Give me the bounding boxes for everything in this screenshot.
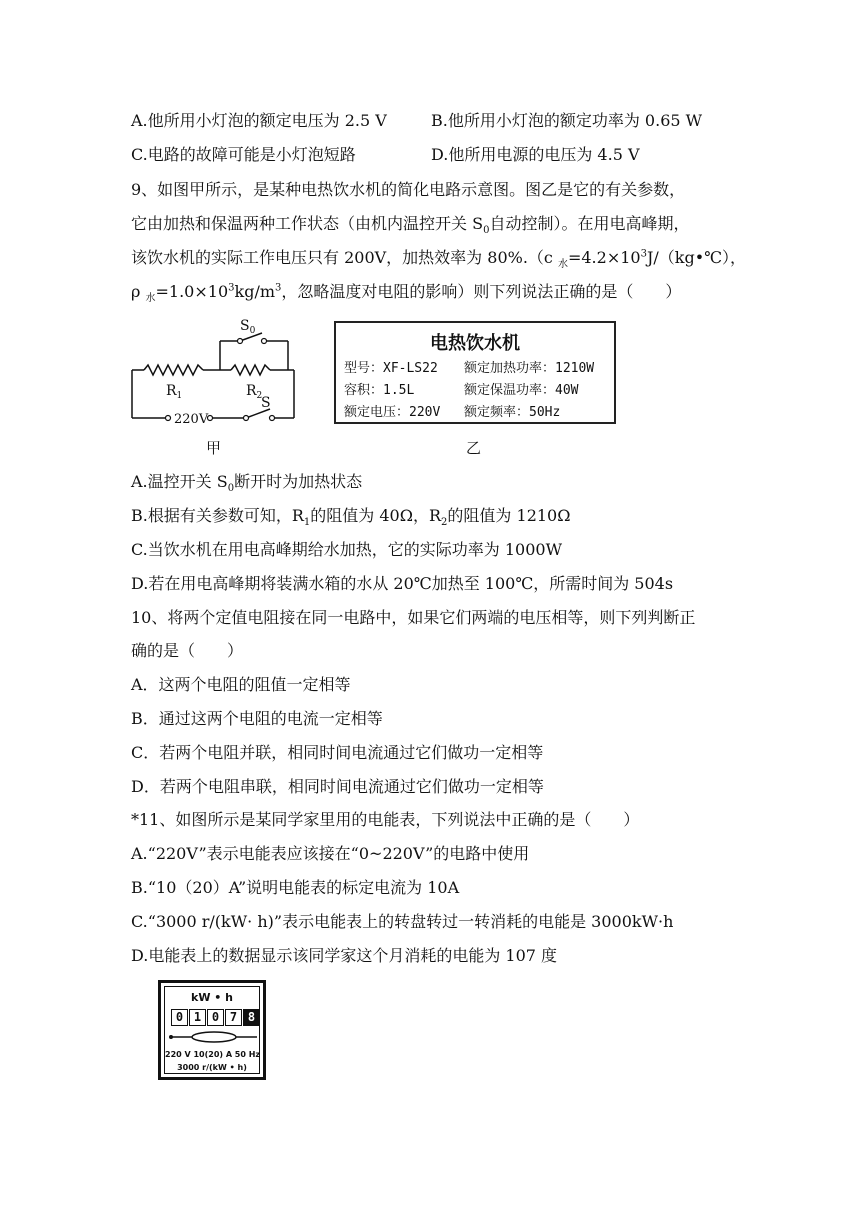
voltage-label: 220V: [174, 412, 209, 427]
q8-option-b: B.他所用小灯泡的额定功率为 0.65 W: [431, 111, 703, 130]
volume-text: 容积：1.5L: [344, 383, 415, 398]
q9-option-a: A.温控开关 $S_0$断开时为加热状态: [131, 472, 363, 495]
q10-option-b: B．通过这两个电阻的电流一定相等: [131, 709, 383, 728]
meter-digit: 1: [189, 1009, 206, 1026]
r2-label: R: [246, 383, 257, 399]
q9-option-d: D.若在用电高峰期将装满水箱的水从 20℃加热至 100℃，所需时间为 504s: [131, 574, 674, 593]
meter-unit: kW • h: [191, 991, 233, 1004]
q11-option-a: A.“220V”表示电能表应该接在“0~220V”的电路中使用: [131, 844, 530, 863]
q9-stem-line2: 它由加热和保温两种工作状态（由机内温控开关 $S_0$自动控制）。在用电高峰期，: [131, 214, 690, 237]
s0-label: S: [240, 318, 250, 334]
q8-option-c: C.电路的故障可能是小灯泡短路: [131, 145, 356, 164]
q9-option-c: C.当饮水机在用电高峰期给水加热，它的实际功率为 1000W: [131, 540, 563, 559]
q10-option-d: D．若两个电阻串联，相同时间电流通过它们做功一定相等: [131, 777, 544, 796]
q9-option-b: B.根据有关参数可知，$R_1$的阻值为 40Ω，$R_2$的阻值为 1210Ω: [131, 506, 571, 529]
q10-stem-line1: 10、将两个定值电阻接在同一电路中，如果它们两端的电压相等，则下列判断正: [131, 608, 696, 627]
heat-power-text: 额定加热功率：1210W: [464, 361, 595, 376]
q11-option-b: B.“10（20）A”说明电能表的标定电流为 10A: [131, 878, 460, 897]
meter-spec-line2: 3000 r/(kW • h): [177, 1063, 247, 1072]
meter-digit: 0: [171, 1009, 188, 1026]
panel-title: 电热饮水机: [430, 333, 520, 354]
q11-stem: *11、如图所示是某同学家里用的电能表，下列说法中正确的是（ ）: [131, 810, 640, 829]
keep-power-text: 额定保温功率：40W: [464, 383, 579, 398]
rated-voltage-text: 额定电压：220V: [344, 405, 441, 420]
q8-option-a: A.他所用小灯泡的额定电压为 2.5 V: [131, 111, 387, 130]
model-text: 型号：XF-LS22: [344, 361, 438, 376]
meter-digit-decimal: 8: [243, 1009, 260, 1026]
energy-meter: [158, 980, 266, 1080]
q9-stem-line3: 该饮水机的实际工作电压只有 200V，加热效率为 80%.（c $_水=4.2\times 10^3J/(kg•℃)$，: [131, 248, 747, 271]
s-label: S: [261, 395, 271, 411]
svg-text:S0: $S_0$: [240, 318, 256, 336]
parameter-panel: [334, 321, 616, 424]
figure-jia-caption: 甲: [206, 439, 222, 457]
q10-option-c: C．若两个电阻并联，相同时间电流通过它们做功一定相等: [131, 743, 544, 762]
q11-option-c: C.“3000 r/(kW· h)”表示电能表上的转盘转过一转消耗的电能是 3000kW·h: [131, 912, 674, 931]
meter-disc-icon: [169, 1029, 259, 1045]
q11-option-d: D.电能表上的数据显示该同学家这个月消耗的电能为 107 度: [131, 946, 558, 965]
q8-option-d: D.他所用电源的电压为 4.5 V: [431, 145, 640, 164]
circuit-diagram: [128, 315, 318, 460]
q9-stem-line4: ρ $_水=1.0\times 10^3kg/m^3$，忽略温度对电阻的影响）则下列说法正确的是（ ）: [131, 282, 682, 305]
meter-digits: [171, 1009, 260, 1026]
q9-stem-line1: 9、如图甲所示，是某种电热饮水机的简化电路示意图。图乙是它的有关参数，: [131, 180, 686, 199]
r1-label: R: [166, 383, 177, 399]
svg-text:R2: $R_2$: [246, 383, 263, 401]
svg-text:R1: $R_1$: [166, 383, 183, 401]
figure-yi-caption: 乙: [466, 439, 482, 457]
meter-digit: 0: [207, 1009, 224, 1026]
q10-option-a: A．这两个电阻的阻值一定相等: [131, 675, 351, 694]
meter-digit: 7: [225, 1009, 242, 1026]
meter-spec-line1: 220 V 10(20) A 50 Hz: [165, 1050, 261, 1059]
rated-freq-text: 额定频率：50Hz: [464, 405, 561, 420]
q10-stem-line2: 确的是（ ）: [131, 641, 244, 660]
